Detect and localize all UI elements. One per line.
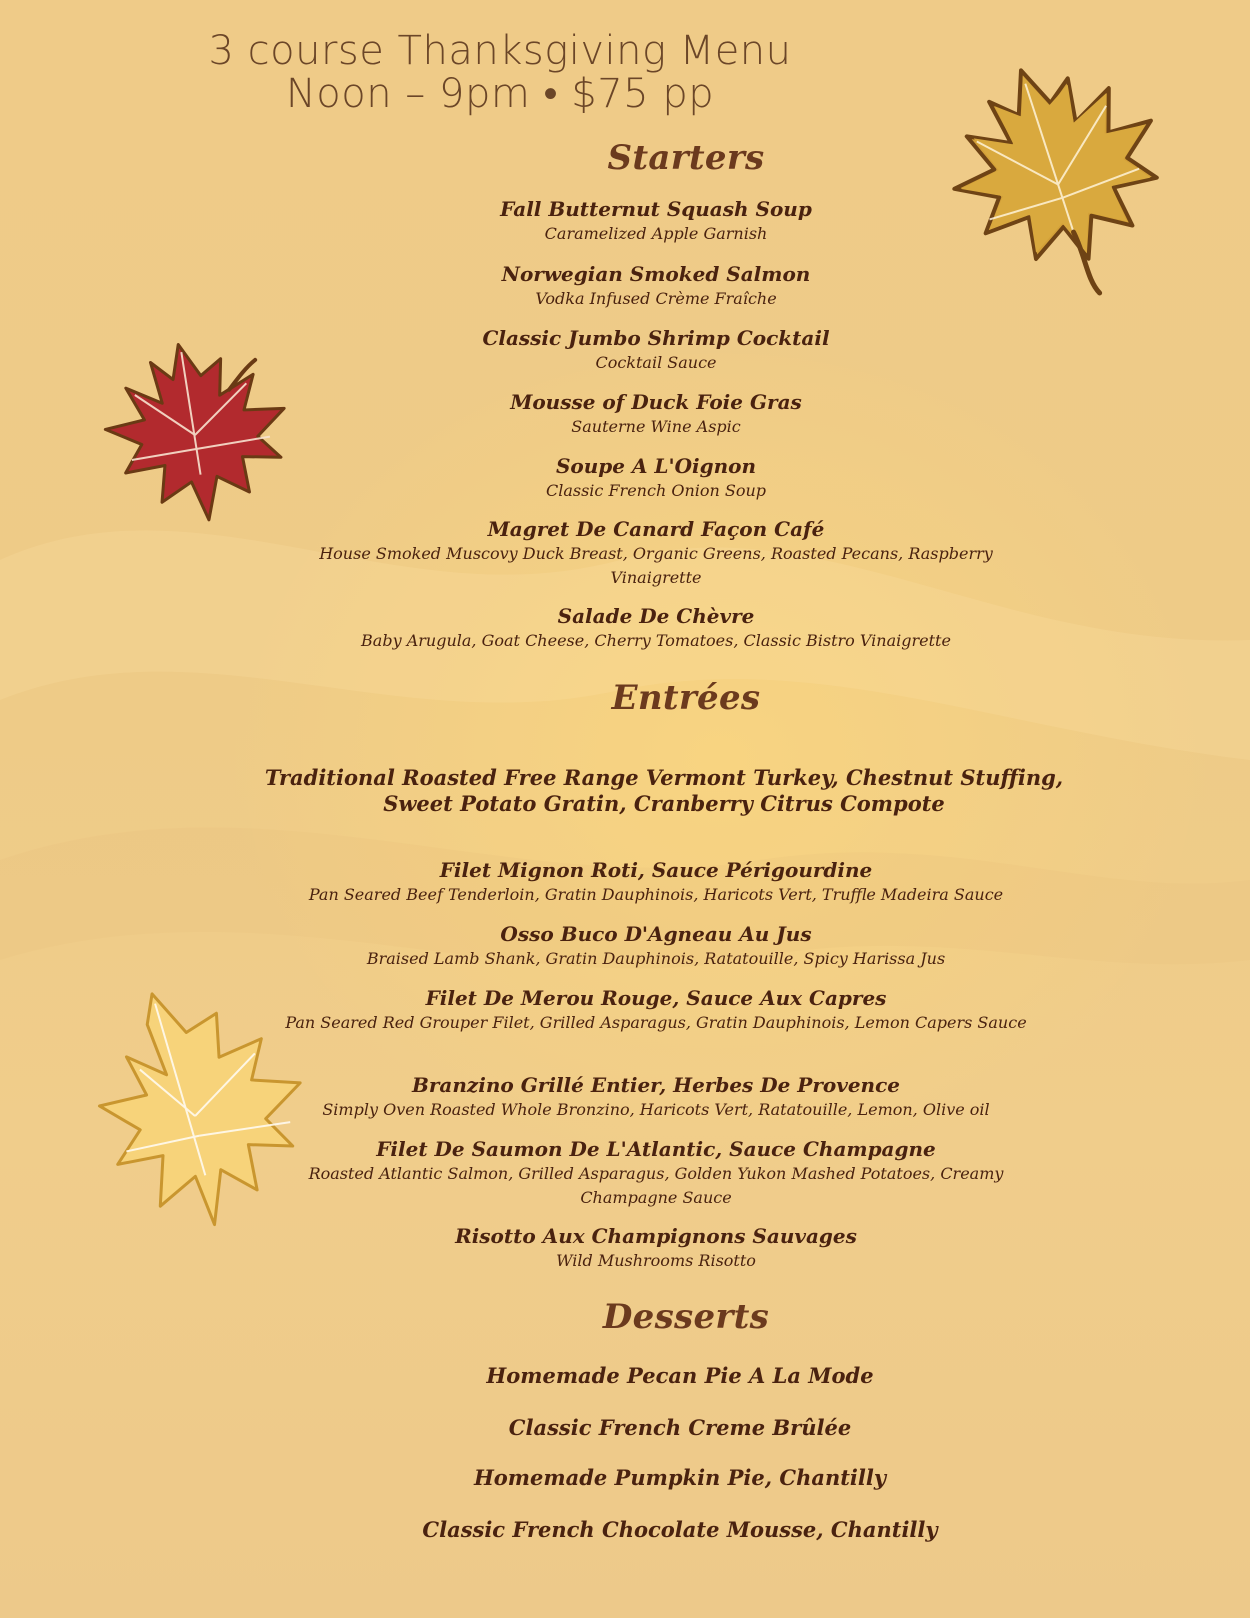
starter-item <box>256 389 1056 439</box>
starter-item <box>256 603 1056 653</box>
starter-name: Soupe A L'Oignon <box>555 454 757 478</box>
dessert-item: Homemade Pumpkin Pie, Chantilly <box>473 1465 887 1490</box>
entree-name: Branzino Grillé Entier, Herbes De Provence <box>411 1073 901 1097</box>
dessert-item: Classic French Chocolate Mousse, Chantilly <box>422 1517 938 1542</box>
entree-item <box>256 1136 1056 1210</box>
dessert-item: Classic French Creme Brûlée <box>508 1415 852 1440</box>
entree-item <box>256 921 1056 971</box>
entree-item <box>256 857 1056 907</box>
starter-name: Salade De Chèvre <box>557 604 755 628</box>
entrees-heading: Entrées <box>611 678 761 718</box>
starter-desc: House Smoked Muscovy Duck Breast, Organic Greens, Roasted Pecans, Raspberry Vinaigrette <box>319 544 993 587</box>
entree-desc: Wild Mushrooms Risotto <box>556 1251 756 1270</box>
header-title: 3 course Thanksgiving Menu <box>208 28 792 74</box>
entree-name: Risotto Aux Champignons Sauvages <box>455 1224 857 1248</box>
menu-header <box>160 30 840 116</box>
starter-item <box>256 261 1056 311</box>
entree-name: Filet Mignon Roti, Sauce Périgourdine <box>439 858 873 882</box>
entree-name: Filet De Saumon De L'Atlantic, Sauce Champagne <box>376 1137 936 1161</box>
starter-name: Classic Jumbo Shrimp Cocktail <box>482 326 830 350</box>
entree-desc: Pan Seared Red Grouper Filet, Grilled Asparagus, Gratin Dauphinois, Lemon Capers Sauce <box>285 1013 1027 1032</box>
starter-name: Mousse of Duck Foie Gras <box>510 390 802 414</box>
starter-item <box>256 196 1056 246</box>
entree-item <box>256 1223 1056 1273</box>
starter-desc: Cocktail Sauce <box>595 353 717 372</box>
starter-item <box>256 325 1056 375</box>
dessert-item: Homemade Pecan Pie A La Mode <box>486 1363 874 1388</box>
starter-item <box>256 453 1056 503</box>
starter-desc: Sauterne Wine Aspic <box>571 417 741 436</box>
desserts-heading: Desserts <box>602 1297 770 1337</box>
entree-desc: Simply Oven Roasted Whole Bronzino, Haricots Vert, Ratatouille, Lemon, Olive oil <box>322 1100 990 1119</box>
starter-desc: Classic French Onion Soup <box>545 481 767 500</box>
starter-item <box>256 516 1056 590</box>
entree-desc: Roasted Atlantic Salmon, Grilled Asparagus, Golden Yukon Mashed Potatoes, Creamy Champagne Sauce <box>308 1164 1004 1207</box>
starter-name: Magret De Canard Façon Café <box>487 517 825 541</box>
entree-featured: Traditional Roasted Free Range Vermont Turkey, Chestnut Stuffing, Sweet Potato Gratin, Cranberry Citrus Compote <box>264 765 1064 816</box>
starter-name: Fall Butternut Squash Soup <box>500 197 812 221</box>
entree-desc: Braised Lamb Shank, Gratin Dauphinois, Ratatouille, Spicy Harissa Jus <box>366 949 946 968</box>
starter-desc: Caramelized Apple Garnish <box>544 224 768 243</box>
starters-heading: Starters <box>607 138 765 178</box>
entree-name: Osso Buco D'Agneau Au Jus <box>500 922 812 946</box>
starter-desc: Vodka Infused Crème Fraîche <box>535 289 777 308</box>
entree-item <box>256 1072 1056 1122</box>
header-hours-price: Noon – 9pm • $75 pp <box>285 71 715 117</box>
starter-name: Norwegian Smoked Salmon <box>501 262 811 286</box>
entree-desc: Pan Seared Beef Tenderloin, Gratin Dauphinois, Haricots Vert, Truffle Madeira Sauce <box>308 885 1004 904</box>
entree-item <box>256 985 1056 1035</box>
starter-desc: Baby Arugula, Goat Cheese, Cherry Tomatoes, Classic Bistro Vinaigrette <box>361 631 951 650</box>
entree-name: Filet De Merou Rouge, Sauce Aux Capres <box>425 986 887 1010</box>
